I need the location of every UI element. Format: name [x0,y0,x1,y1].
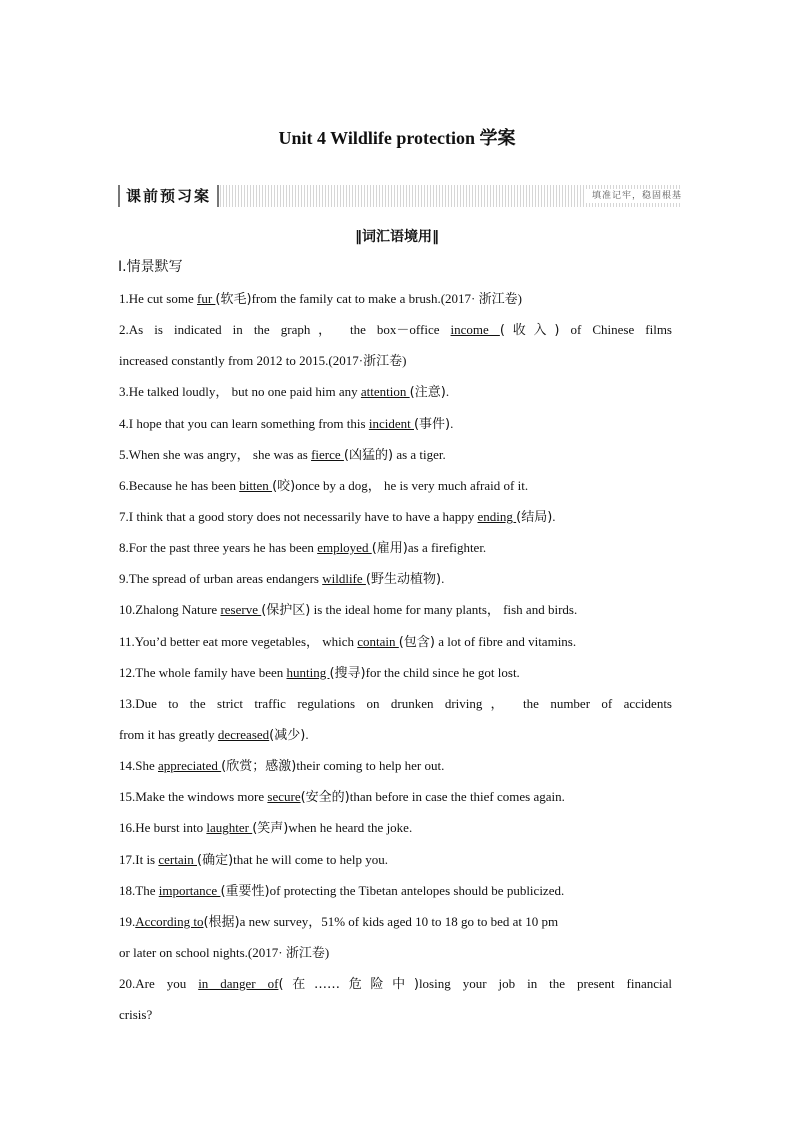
exercise-line [119,470,672,501]
sentence-text: their coming to help her out. [296,758,445,774]
chinese-hint: (搜寻) [329,665,366,681]
sentence-text: 7.I think that a good story does not necessarily have to have a happy [119,508,478,524]
answer-word: wildlife [322,571,366,587]
sentence-text: 12.The whole family have been [119,664,287,680]
chinese-hint: (根据) [203,914,240,930]
exercise-line [119,750,672,781]
chinese-hint: 浙江卷 [285,945,325,961]
answer-word: hunting [286,664,330,680]
sentence-text: 19. [119,913,136,929]
exercise-line [119,532,672,563]
section-title: ‖词汇语境用‖ [355,229,439,245]
sentence-text: 11.You’d better eat more vegetables， which [119,633,358,649]
exercise-line [119,345,672,376]
answer-word: attention [360,384,410,400]
sentence-text: when he heard the joke. [288,820,413,836]
exercise-line [119,594,672,625]
exercise-line [119,906,672,937]
subsection-title: Ⅰ.情景默写 [118,259,183,275]
sentence-text: from it has greatly [119,726,218,742]
exercise-line [119,812,672,843]
chinese-hint: (结局) [516,509,553,525]
sentence-text: a new survey，51% of kids aged 10 to 18 go to bed at 10 pm [239,913,559,929]
exercise-line [119,439,672,470]
sentence-text: of protecting the Tibetan antelopes should be publicized. [269,882,565,898]
sentence-text: 3.He talked loudly， but no one paid him any [119,384,361,400]
sentence-text: once by a dog， he is very much afraid of it. [295,477,529,493]
sentence-text: 10.Zhalong Nature [119,602,221,618]
exercise-line [119,283,672,314]
chinese-hint: (咬) [272,478,296,494]
chinese-hint: (收入) [499,323,560,339]
answer-word: contain [357,633,399,649]
chinese-hint: (雇用) [371,541,408,557]
exercise-line [119,688,672,719]
sentence-text: a lot of fibre and vitamins. [434,633,577,649]
exercise-list [119,283,672,1030]
sentence-text: 8.For the past three years he has been [119,540,318,556]
chinese-hint: 浙江卷 [363,354,403,370]
answer-word: income [450,322,500,338]
chinese-hint: (在……危险中) [278,977,419,993]
sentence-text: increased constantly from 2012 to 2015.(2017· [119,353,364,369]
answer-word: laughter [206,820,253,836]
section-banner [118,185,682,207]
sentence-text: . [441,571,445,587]
sentence-text: from the family cat to make a brush.(2017· [251,291,479,306]
banner-label: 课前预习案 [118,185,219,207]
sentence-text: is the ideal home for many plants， fish and birds. [310,602,578,618]
sentence-text: that he will come to help you. [233,851,389,867]
chinese-hint: (保护区) [261,603,311,619]
sentence-text: ) [402,353,407,369]
sentence-text: 13.Due to the strict traffic regulations on drunken driving， the number of accidents [119,695,672,711]
exercise-line [119,968,672,999]
answer-word: fierce [311,446,344,462]
sentence-text: . [450,415,454,431]
answer-word: bitten [239,477,273,493]
sentence-text: 17.It is [119,851,159,867]
answer-word: importance [158,882,221,898]
chinese-hint: (减少) [269,727,306,743]
sentence-text: 4.I hope that you can learn something from this [119,415,369,431]
answer-word: According to [135,913,204,929]
answer-word: employed [317,540,372,556]
exercise-line [119,937,672,968]
sentence-text: of Chinese films [559,322,672,338]
sentence-text: as a tiger. [393,446,446,462]
sentence-text: 5.When she was angry， she was as [119,446,312,462]
sentence-text: 6.Because he has been [119,477,240,493]
chinese-hint: (野生动植物) [365,572,442,588]
chinese-hint: (包含) [398,634,435,650]
chinese-hint: (安全的) [300,790,350,806]
exercise-line [119,781,672,812]
sentence-text: losing your job in the present financial [418,976,672,992]
sentence-text: 18.The [119,882,159,898]
sentence-text: 16.He burst into [119,820,207,836]
chinese-hint: (注意) [409,385,446,401]
sentence-text: or later on school nights.(2017· [119,944,286,960]
sentence-text: . [552,508,556,524]
sentence-text: . [305,726,309,742]
answer-word: certain [158,851,197,867]
exercise-line [119,844,672,875]
answer-word: secure [267,789,301,805]
answer-word: appreciated [158,758,222,774]
exercise-line [119,999,672,1030]
sentence-text: . [445,384,450,400]
exercise-line [119,376,672,407]
exercise-line [119,501,672,532]
page-title: Unit 4 Wildlife protection 学案 [278,128,516,148]
sentence-text: than before in case the thief comes again. [349,789,565,805]
sentence-text: 1.He cut some [119,291,197,306]
exercise-line [119,408,672,439]
exercise-line [119,314,672,345]
exercise-line [119,563,672,594]
sentence-text: for the child since he got lost. [365,664,520,680]
answer-word: fur [196,291,216,306]
exercise-line [119,719,672,750]
exercise-line [119,875,672,906]
answer-word: ending [477,508,517,524]
banner-slogan: 填准记牢，稳固根基 [586,189,682,203]
sentence-text: as a firefighter. [407,540,487,556]
sentence-text: 2.As is indicated in the graph， the box－office [119,322,451,338]
answer-word: in danger of [198,976,279,992]
sentence-text: 9.The spread of urban areas endangers [119,571,323,587]
sentence-text: ) [517,291,522,306]
chinese-hint: (欣赏；感激) [221,759,297,775]
answer-word: reserve [220,602,262,618]
answer-word: incident [368,415,414,431]
exercise-line [119,626,672,657]
chinese-hint: (确定) [197,852,234,868]
chinese-hint: (凶猛的) [343,447,394,463]
answer-word: decreased [217,726,270,742]
sentence-text: crisis? [119,1007,153,1023]
sentence-text: ) [324,944,330,960]
exercise-line [119,657,672,688]
sentence-text: 15.Make the windows more [119,789,268,805]
sentence-text: 14.She [119,758,158,774]
chinese-hint: (事件) [413,416,451,432]
sentence-text: 20.Are you [119,976,199,992]
chinese-hint: (重要性) [220,883,270,899]
chinese-hint: (软毛) [215,292,252,307]
chinese-hint: 浙江卷 [478,292,518,307]
chinese-hint: (笑声) [252,821,289,837]
